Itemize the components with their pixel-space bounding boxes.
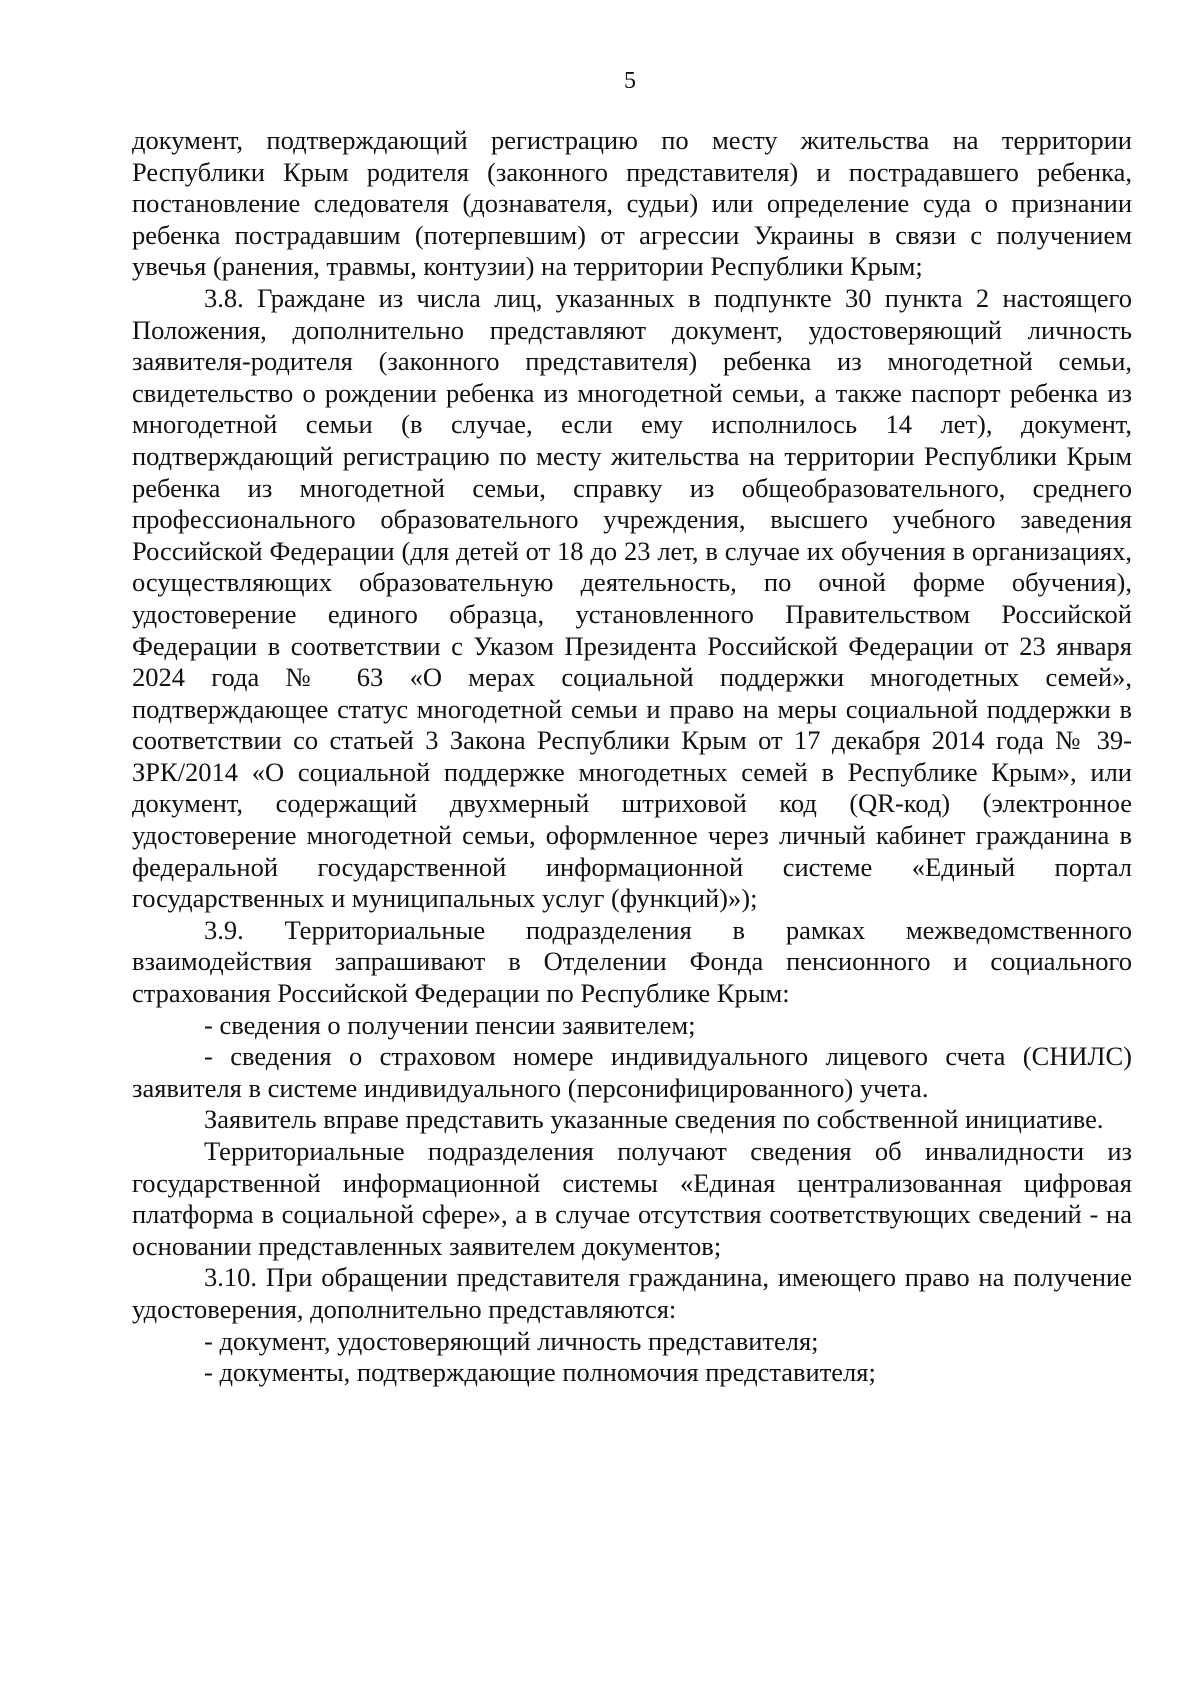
list-item-pension-info: - сведения о получении пенсии заявителем; (204, 1009, 696, 1040)
list-item-representative-authority: - документы, подтверждающие полномочия представителя; (204, 1357, 876, 1388)
paragraph-disability-info: Территориальные подразделения получают сведения об инвалидности из государственной информационной системы «Единая централизованная цифровая платформа в социальной сфере», а в случае отсутствия соответствующих сведений - на основании представленных заявителем документов; (132, 1136, 1132, 1261)
paragraph-3-8: 3.8. Граждане из числа лиц, указанных в подпункте 30 пункта 2 настоящего Положения, дополнительно представляют документ, удостоверяющий личность заявителя-родителя (законного представителя) ребенка из многодетной семьи, свидетельство о рождении ребенка из многодетной семьи, а также паспорт ребенка из многодетной семьи (в случае, если ему исполнилось 14 лет), документ, подтверждающий регистрацию по месту жительства на территории Республики Крым ребенка из многодетной семьи, справку из общеобразовательного, среднего профессионального образовательного учреждения, высшего учебного заведения Российской Федерации (для детей от 18 до 23 лет, в случае их обучения в организациях, осуществляющих образовательную деятельность, по очной форме обучения), удостоверение единого образца, установленного Правительством Российской Федерации в соответствии с Указом Президента Российской Федерации от 23 января 2024 года № 63 «О мерах социальной поддержки многодетных семей», подтверждающее статус многодетной семьи и право на меры социальной поддержки в соответствии со статьей 3 Закона Республики Крым от 17 декабря 2014 года № 39-ЗРК/2014 «О социальной поддержке многодетных семей в Республике Крым», или документ, содержащий двухмерный штриховой код (QR-код) (электронное удостоверение многодетной семьи, оформленное через личный кабинет гражданина в федеральной государственной информационной системе «Единый портал государственных и муниципальных услуг (функций)»); (132, 282, 1132, 914)
document-body (132, 125, 1132, 1389)
paragraph-applicant-right: Заявитель вправе представить указанные сведения по собственной инициативе. (204, 1104, 1104, 1135)
paragraph-3-9: 3.9. Территориальные подразделения в рамках межведомственного взаимодействия запрашивают в Отделении Фонда пенсионного и социального страхования Российской Федерации по Республике Крым: (132, 914, 1132, 1009)
list-item-snils-info: - сведения о страховом номере индивидуального лицевого счета (СНИЛС) заявителя в системе индивидуального (персонифицированного) учета. (132, 1041, 1132, 1103)
list-item-representative-id: - документ, удостоверяющий личность представителя; (204, 1325, 819, 1356)
paragraph-continuation: документ, подтверждающий регистрацию по месту жительства на территории Республики Крым родителя (законного представителя) и пострадавшего ребенка, постановление следователя (дознавателя, судьи) или определение суда о признании ребенка пострадавшим (потерпевшим) от агрессии Украины в связи с получением увечья (ранения, травмы, контузии) на территории Республики Крым; (132, 125, 1132, 282)
page-number: 5 (624, 68, 636, 94)
paragraph-3-10: 3.10. При обращении представителя гражданина, имеющего право на получение удостоверения, дополнительно представляются: (132, 1262, 1132, 1324)
